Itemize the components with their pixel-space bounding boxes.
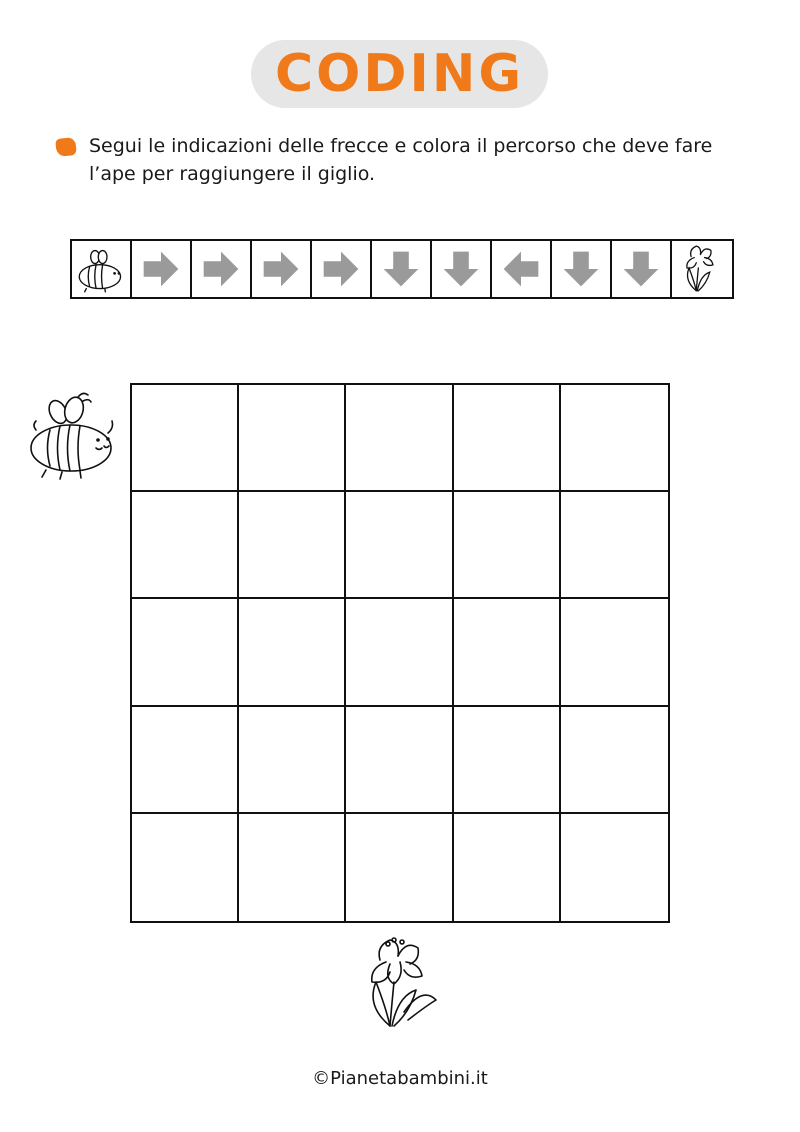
grid-cell[interactable] xyxy=(561,385,668,492)
sequence-end-cell xyxy=(672,241,732,297)
arrow-down-icon xyxy=(435,243,487,295)
arrow-down-icon xyxy=(615,243,667,295)
sequence-step-cell xyxy=(492,241,552,297)
arrow-left-icon xyxy=(495,243,547,295)
sequence-step-cell xyxy=(372,241,432,297)
grid-cell[interactable] xyxy=(239,385,346,492)
grid-cell[interactable] xyxy=(454,385,561,492)
grid-cell[interactable] xyxy=(346,385,453,492)
bee-icon xyxy=(75,244,127,294)
grid-cell[interactable] xyxy=(132,599,239,706)
grid-cell[interactable] xyxy=(561,492,668,599)
grid-cell[interactable] xyxy=(454,492,561,599)
grid-cell[interactable] xyxy=(454,599,561,706)
grid-cell[interactable] xyxy=(454,814,561,921)
bullet-icon xyxy=(55,137,77,157)
sequence-step-cell xyxy=(192,241,252,297)
arrow-right-icon xyxy=(195,243,247,295)
page-title: CODING xyxy=(274,44,525,104)
copyright-footer: ©Pianetabambini.it xyxy=(312,1068,488,1089)
grid-cell[interactable] xyxy=(239,707,346,814)
grid-cell[interactable] xyxy=(454,707,561,814)
grid-cell[interactable] xyxy=(561,707,668,814)
grid-cell[interactable] xyxy=(561,814,668,921)
grid-cell[interactable] xyxy=(346,707,453,814)
sequence-step-cell xyxy=(432,241,492,297)
grid-cell[interactable] xyxy=(132,707,239,814)
arrow-sequence xyxy=(70,239,734,299)
grid-cell[interactable] xyxy=(132,492,239,599)
arrow-right-icon xyxy=(315,243,367,295)
grid-cell[interactable] xyxy=(561,599,668,706)
sequence-step-cell xyxy=(612,241,672,297)
arrow-down-icon xyxy=(375,243,427,295)
grid-cell[interactable] xyxy=(346,599,453,706)
lily-icon xyxy=(679,242,725,296)
sequence-step-cell xyxy=(312,241,372,297)
bee-icon xyxy=(26,388,120,480)
sequence-step-cell xyxy=(132,241,192,297)
grid-cell[interactable] xyxy=(239,599,346,706)
sequence-step-cell xyxy=(552,241,612,297)
grid-cell[interactable] xyxy=(132,814,239,921)
sequence-step-cell xyxy=(252,241,312,297)
title-banner xyxy=(251,40,548,108)
path-grid xyxy=(130,383,670,923)
instruction-text: Segui le indicazioni delle frecce e colora il percorso che deve fare l’ape per raggiungere il giglio. xyxy=(89,135,713,185)
grid-cell[interactable] xyxy=(346,814,453,921)
arrow-down-icon xyxy=(555,243,607,295)
sequence-start-cell xyxy=(72,241,132,297)
arrow-right-icon xyxy=(135,243,187,295)
grid-cell[interactable] xyxy=(239,492,346,599)
lily-icon xyxy=(360,932,442,1036)
arrow-right-icon xyxy=(255,243,307,295)
grid-cell[interactable] xyxy=(239,814,346,921)
grid-cell[interactable] xyxy=(346,492,453,599)
grid-cell[interactable] xyxy=(132,385,239,492)
